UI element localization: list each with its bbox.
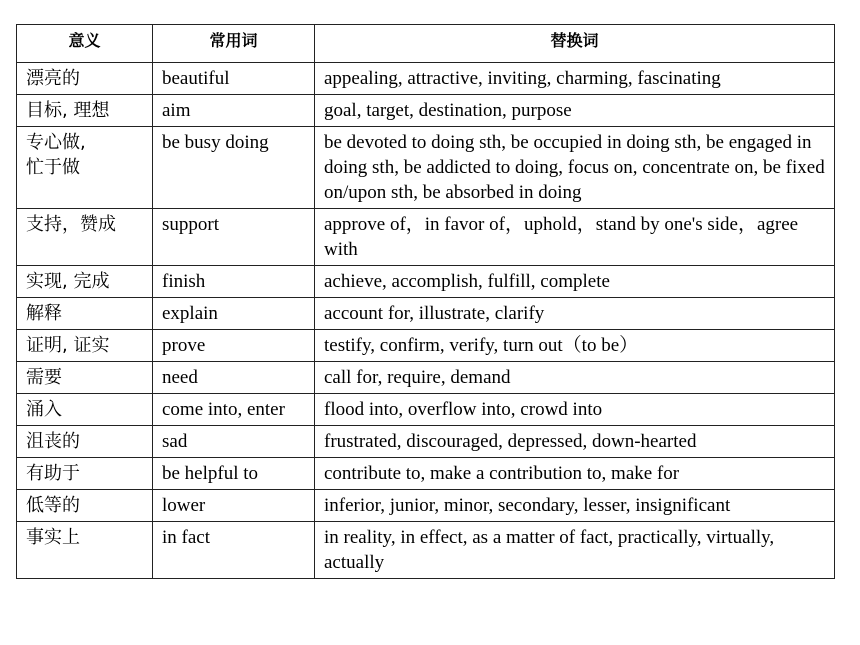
- meaning-cell: 涌入: [17, 394, 153, 426]
- meaning-cell: 低等的: [17, 490, 153, 522]
- meaning-cell: 证明, 证实: [17, 330, 153, 362]
- table-row: [17, 490, 835, 522]
- replacement-cell: in reality, in effect, as a matter of fact, practically, virtually, actually: [315, 522, 835, 579]
- table-row: [17, 95, 835, 127]
- header-meaning: 意义: [17, 25, 153, 63]
- table-row: [17, 298, 835, 330]
- header-replacement-words: 替换词: [315, 25, 835, 63]
- table-body: [17, 63, 835, 579]
- header-common-word: 常用词: [153, 25, 315, 63]
- replacement-cell: be devoted to doing sth, be occupied in doing sth, be engaged in doing sth, be addicted to doing, focus on, concentrate on, be fixed on/upon sth, be absorbed in doing: [315, 127, 835, 209]
- meaning-cell: 有助于: [17, 458, 153, 490]
- table-row: [17, 522, 835, 579]
- replacement-cell: account for, illustrate, clarify: [315, 298, 835, 330]
- common-word-cell: be busy doing: [153, 127, 315, 209]
- meaning-cell: 漂亮的: [17, 63, 153, 95]
- common-word-cell: aim: [153, 95, 315, 127]
- table-row: [17, 394, 835, 426]
- replacement-cell: achieve, accomplish, fulfill, complete: [315, 266, 835, 298]
- replacement-cell: call for, require, demand: [315, 362, 835, 394]
- replacement-cell: goal, target, destination, purpose: [315, 95, 835, 127]
- meaning-cell: 沮丧的: [17, 426, 153, 458]
- common-word-cell: be helpful to: [153, 458, 315, 490]
- meaning-cell: 解释: [17, 298, 153, 330]
- common-word-cell: in fact: [153, 522, 315, 579]
- meaning-cell: 需要: [17, 362, 153, 394]
- common-word-cell: support: [153, 209, 315, 266]
- replacement-cell: flood into, overflow into, crowd into: [315, 394, 835, 426]
- replacement-cell: contribute to, make a contribution to, make for: [315, 458, 835, 490]
- replacement-cell: inferior, junior, minor, secondary, lesser, insignificant: [315, 490, 835, 522]
- table-row: [17, 362, 835, 394]
- table-row: [17, 63, 835, 95]
- vocabulary-table: [16, 24, 835, 579]
- common-word-cell: sad: [153, 426, 315, 458]
- common-word-cell: come into, enter: [153, 394, 315, 426]
- common-word-cell: finish: [153, 266, 315, 298]
- meaning-cell: 实现, 完成: [17, 266, 153, 298]
- replacement-cell: approve of，in favor of，uphold，stand by one's side，agree with: [315, 209, 835, 266]
- table-row: [17, 266, 835, 298]
- table-row: [17, 426, 835, 458]
- common-word-cell: need: [153, 362, 315, 394]
- replacement-cell: frustrated, discouraged, depressed, down-hearted: [315, 426, 835, 458]
- table-row: [17, 209, 835, 266]
- common-word-cell: prove: [153, 330, 315, 362]
- meaning-cell: 支持，赞成: [17, 209, 153, 266]
- meaning-cell: 事实上: [17, 522, 153, 579]
- table-row: [17, 127, 835, 209]
- meaning-cell: 专心做, 忙于做: [17, 127, 153, 209]
- table-row: [17, 458, 835, 490]
- table-header: [17, 25, 835, 63]
- common-word-cell: lower: [153, 490, 315, 522]
- header-row: [17, 25, 835, 63]
- table-row: [17, 330, 835, 362]
- common-word-cell: explain: [153, 298, 315, 330]
- replacement-cell: appealing, attractive, inviting, charming, fascinating: [315, 63, 835, 95]
- replacement-cell: testify, confirm, verify, turn out（to be）: [315, 330, 835, 362]
- common-word-cell: beautiful: [153, 63, 315, 95]
- meaning-cell: 目标, 理想: [17, 95, 153, 127]
